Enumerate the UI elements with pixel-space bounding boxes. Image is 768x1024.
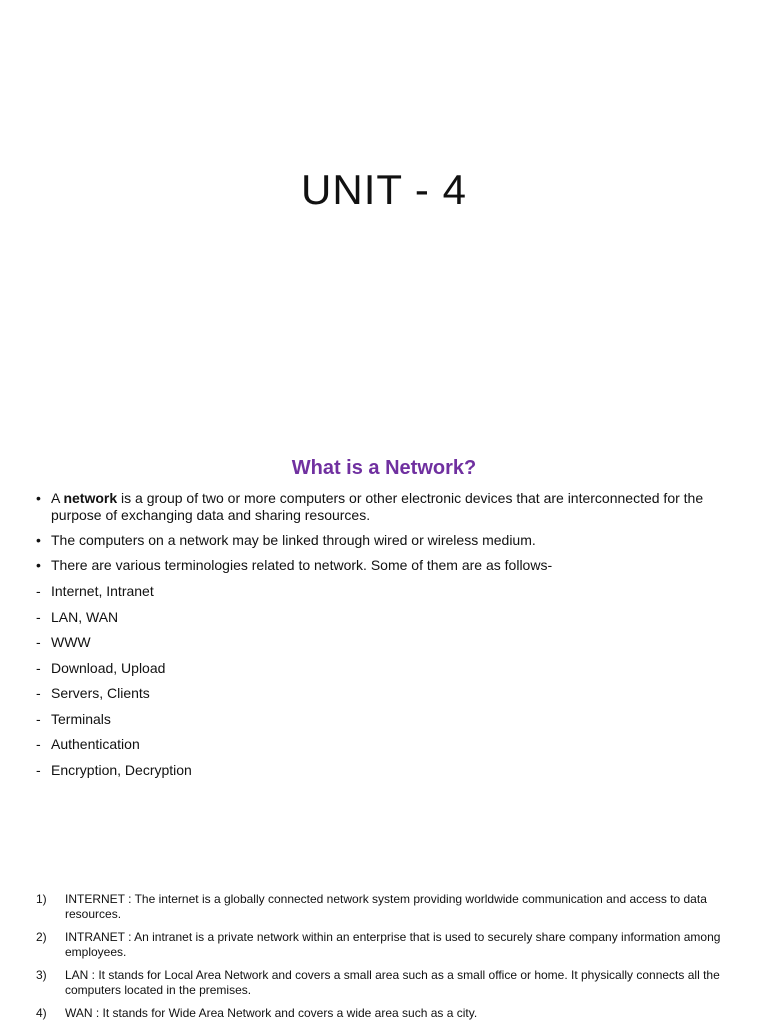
bullet-text: The computers on a network may be linked through wired or wireless medium. <box>51 532 536 548</box>
dash-marker: - <box>36 710 41 727</box>
numbered-list <box>36 892 736 1024</box>
terminology-list <box>36 583 736 787</box>
bullet-item <box>36 557 736 574</box>
bullet-item <box>36 532 736 549</box>
term-label: Authentication <box>51 736 140 752</box>
item-text: INTERNET : The internet is a globally connected network system providing worldwide communication and access to data resources. <box>65 892 707 921</box>
bullet-text: is a group of two or more computers or other electronic devices that are interconnected for the purpose of exchanging data and sharing resources. <box>51 490 704 523</box>
network-definition-slide <box>0 432 768 864</box>
term-label: WWW <box>51 634 91 650</box>
list-item <box>36 711 736 737</box>
term-label: LAN, WAN <box>51 608 119 625</box>
list-item <box>36 1006 736 1021</box>
dash-marker: - <box>36 685 41 701</box>
unit-title: UNIT - 4 <box>301 166 467 213</box>
list-item <box>36 634 736 660</box>
item-number: 1) <box>36 892 47 906</box>
list-item <box>36 968 736 998</box>
list-item <box>36 892 736 922</box>
bullet-marker: • <box>36 557 41 573</box>
bullet-item <box>36 490 736 524</box>
item-number: 3) <box>36 968 47 982</box>
dash-marker: - <box>36 761 41 778</box>
dash-marker: - <box>36 634 41 650</box>
list-item <box>36 762 736 788</box>
title-slide <box>0 0 768 432</box>
term-label: Download, Upload <box>51 659 166 676</box>
dash-marker: - <box>36 659 41 676</box>
list-item <box>36 736 736 762</box>
section-heading: What is a Network? <box>291 457 477 479</box>
bullet-marker: • <box>36 490 41 506</box>
list-item <box>36 930 736 960</box>
item-text: LAN : It stands for Local Area Network and covers a small area such as a small office or home. It physically connects all the computers located in the premises. <box>65 968 720 997</box>
item-number: 2) <box>36 930 47 944</box>
network-types-slide <box>0 864 768 1024</box>
bullet-prefix: A <box>51 490 64 506</box>
item-text: INTRANET : An intranet is a private network within an enterprise that is used to securely share company information among employees. <box>65 930 721 959</box>
item-text: WAN : It stands for Wide Area Network and covers a wide area such as a city. <box>65 1006 478 1020</box>
term-label: Internet, Intranet <box>51 583 154 599</box>
bullet-text: There are various terminologies related to network. Some of them are as follows- <box>51 557 553 573</box>
item-number: 4) <box>36 1006 47 1020</box>
list-item <box>36 660 736 686</box>
dash-marker: - <box>36 583 41 599</box>
term-label: Servers, Clients <box>51 685 150 701</box>
term-label: Terminals <box>51 710 111 727</box>
network-term: network <box>63 490 118 506</box>
bullet-list <box>36 490 736 582</box>
dash-marker: - <box>36 608 41 625</box>
bullet-marker: • <box>36 532 41 548</box>
list-item <box>36 583 736 609</box>
list-item <box>36 685 736 711</box>
term-label: Encryption, Decryption <box>51 761 192 778</box>
dash-marker: - <box>36 736 41 752</box>
list-item <box>36 609 736 635</box>
